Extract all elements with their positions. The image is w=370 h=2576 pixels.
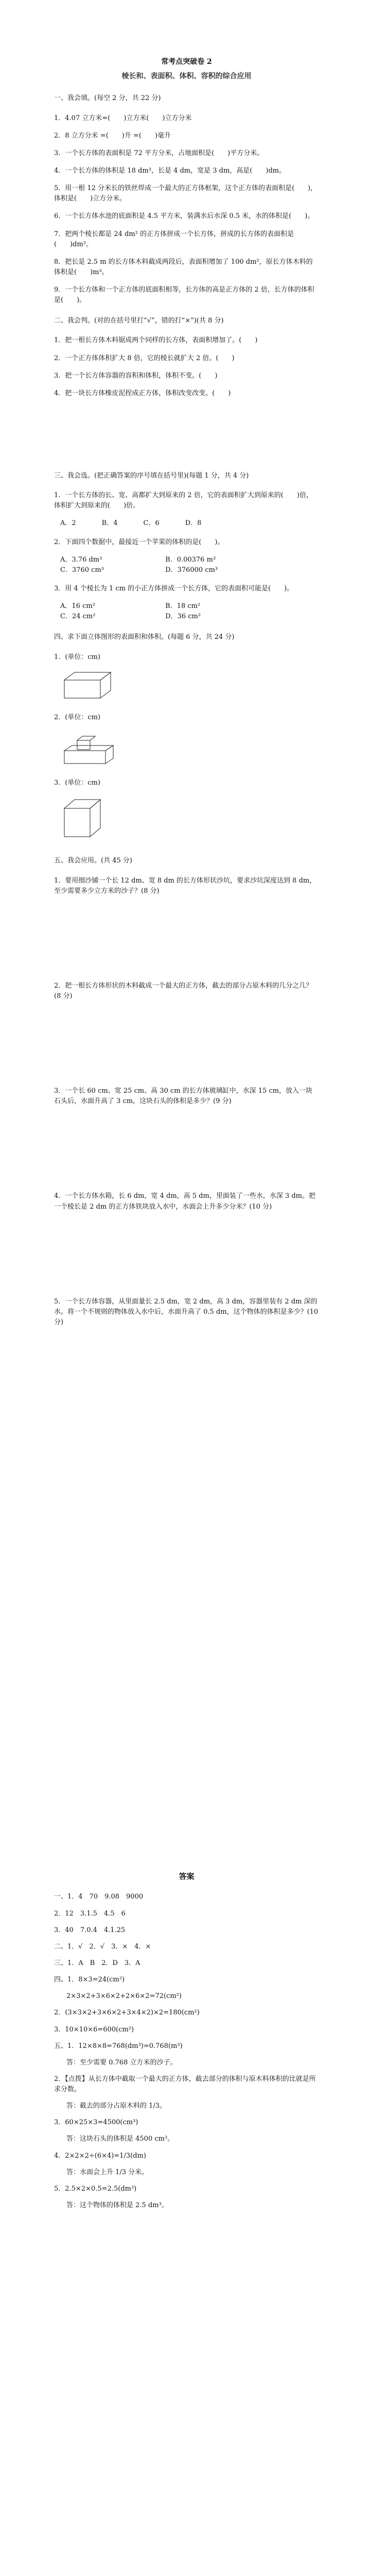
- option: D．376000 cm³: [165, 566, 218, 574]
- page-subtitle: 棱长和、表面积、体积、容积的综合应用: [121, 72, 252, 80]
- option: B．4: [101, 519, 118, 528]
- answer-line: 二、1．√ 2．√ 3．× 4．×: [54, 1942, 151, 1951]
- answer-line: 2×3×2+3×6×2+2×6×2=72(cm²): [66, 1992, 182, 2001]
- option: A．3.76 dm³: [60, 555, 102, 564]
- question-3-2-options: [60, 555, 319, 575]
- answer-line: 2．(3×3×2+3×6×2+3×4×2)×2=180(cm²): [54, 2009, 200, 2017]
- answer-line: 五、1．12×8×8=768(dm³)=0.768(m³): [54, 2042, 183, 2050]
- cuboid-figure: [59, 670, 121, 701]
- option: A．2: [60, 519, 76, 528]
- question-5-2: 2．把一根长方体形状的木料截成一个最大的正方体，截去的部分占原木料的几分之几？(8 分): [54, 981, 313, 1000]
- question-1-3: 3．一个长方体的表面积是 72 平方分米，占地面积是( )平方分米。: [54, 149, 264, 157]
- question-2-2: 2．一个正方体体积扩大 8 倍，它的棱长就扩大 2 倍。( ): [54, 354, 235, 362]
- question-1-2: 2．8 立方分米 =( )升 =( )毫升: [54, 131, 171, 140]
- option: C．6: [143, 519, 160, 528]
- answer-line: 答：这块石头的体积是 4500 cm³。: [66, 2135, 174, 2143]
- answer-line: 三、1．A B 2．D 3．A: [54, 1959, 140, 1967]
- answer-line: 2．【点拨】从长方体中截取一个最大的正方体，截去部分的体积与原木料体积的比就是所求分数。: [54, 2075, 316, 2094]
- figure-cube: [59, 795, 319, 845]
- answer-line: 答：这个物体的体积是 2.5 dm³。: [66, 2201, 168, 2210]
- option: C．3760 cm³: [60, 566, 104, 574]
- question-5-3: 3．一个长 60 cm、宽 25 cm、高 30 cm 的长方体玻璃缸中，水深 15 cm，放入一块石头后，水面升高了 3 cm，这块石头的体积是多少？(9 分): [54, 1087, 313, 1106]
- question-2-4: 4．把一块长方体橡皮泥捏成正方体，体积改变改变。( ): [54, 389, 231, 397]
- question-3-3-options: [60, 601, 319, 622]
- question-1-1: 1．4.07 立方米=( )立方米( )立方分米: [54, 114, 192, 122]
- question-3-2: 2．下面四个数据中，最接近一个苹果的体积的是( )。: [54, 538, 224, 546]
- question-4-2: 2．(单位：cm): [54, 713, 101, 721]
- section-5-heading: 五、我会应用。(共 45 分): [54, 857, 132, 865]
- option: A．16 cm²: [60, 602, 95, 611]
- question-5-1: 1．要用细沙铺一个长 12 dm、宽 8 dm 的长方体形状沙坑，要求沙坑深度达到 8 dm，至少需要多少立方米的沙子？(8 分): [54, 876, 316, 895]
- option: B．18 cm²: [165, 602, 201, 611]
- answer-line: 四、1．8×3=24(cm²): [54, 1976, 125, 1984]
- question-1-5: 5．用一根 12 分米长的铁丝焊成一个最大的正方体框架，这个正方体的表面积是( )，体积是( )立方分米。: [54, 184, 318, 203]
- section-2-heading: 二、我会判。(对的在括号里打“√”，错的打“×”)(共 8 分): [54, 317, 224, 325]
- section-4-heading: 四、求下面立体图形的表面积和体积。(每题 6 分，共 24 分): [54, 633, 235, 641]
- answer-section: [54, 1871, 319, 2211]
- answer-line: 4．2×2×2÷(6×4)=1/3(dm): [54, 2151, 146, 2160]
- page-title: 常考点突破卷 2: [161, 58, 212, 66]
- cube-figure: [59, 795, 105, 842]
- question-1-8: 8．把长是 2.5 m 的长方体木料截成两段后，表面积增加了 100 dm²，原长方体木料的体积是( )m³。: [54, 258, 313, 276]
- question-1-7: 7．把两个棱长都是 24 dm² 的正方体拼成一个长方体，拼成的长方体的表面积是( )dm²。: [54, 230, 294, 248]
- answer-line: 答：水面会上升 1/3 分米。: [66, 2168, 149, 2176]
- answer-line: 3．10×10×6=600(cm²): [54, 2025, 134, 2033]
- option: D．8: [185, 519, 202, 528]
- question-5-5: 5．一个长方体容器，从里面量长 2.5 dm，宽 2 dm，高 3 dm，容器里装有 2 dm 深的水。将一个不规则的物体放入水中后，水面升高了 0.5 dm，这个物体的体积是多少？(10 分): [54, 1297, 319, 1326]
- question-1-9: 9．一个长方体和一个正方体的底面积相等，长方体的高是正方体的 2 倍，长方体的体积是( )。: [54, 286, 314, 304]
- question-2-1: 1．把一根长方体木料锯成两个同样的长方体，表面积增加了。( ): [54, 336, 258, 345]
- question-4-3: 3．(单位：cm): [54, 779, 101, 787]
- answer-line: 答：截去的部分占原木料的 1/3。: [66, 2102, 167, 2110]
- question-3-3: 3．用 4 个棱长为 1 cm 的小正方体拼成一个长方体，它的表面积可能是( )。: [54, 585, 294, 593]
- answer-line: 5．2.5×2×0.5=2.5(dm³): [54, 2184, 137, 2193]
- answer-line: 3．60×25×3=4500(cm³): [54, 2119, 138, 2127]
- question-1-4: 4．一个长方体的体积是 18 dm³，长是 4 dm，宽是 3 dm，高是( )dm。: [54, 166, 286, 175]
- question-3-1: 1．一个长方体的长、宽、高都扩大到原来的 2 倍，它的表面积扩大到原来的( )倍，体积扩大到原来的( )倍。: [54, 492, 313, 510]
- answer-line: 2．12 3.1.5 4.5 6: [54, 1909, 126, 1918]
- option: B．0.00376 m³: [165, 555, 216, 564]
- answer-line: 答：至少需要 0.768 立方米的沙子。: [66, 2058, 177, 2066]
- answer-title: 答案: [179, 1872, 195, 1882]
- question-5-4: 4．一个长方体水箱，长 6 dm，宽 4 dm，高 5 dm，里面装了一些水，水深 3 dm。把一个棱长是 2 dm 的正方体铁块放入水中，水面会上升多少分米？(10 分): [54, 1192, 316, 1211]
- question-1-6: 6．一个长方体水池的底面积是 4.5 平方米，装满水后水深 0.5 米，水的体积是( )。: [54, 212, 314, 221]
- option: C．24 cm²: [60, 613, 96, 621]
- question-4-1: 1．(单位：cm): [54, 653, 101, 661]
- section-1-heading: 一、我会填。(每空 2 分，共 22 分): [54, 94, 161, 103]
- figure-composite: [59, 730, 319, 770]
- option: D．36 cm²: [165, 613, 201, 621]
- question-2-3: 3．把一个长方体容器的容积和体积，体积不变。( ): [54, 371, 218, 380]
- figure-cuboid: [59, 670, 319, 704]
- exam-content: [54, 57, 319, 2217]
- composite-figure: [59, 730, 121, 766]
- section-3-heading: 三、我会选。(把正确答案的序号填在括号里)(每题 1 分，共 4 分): [54, 472, 249, 480]
- question-3-1-options: [60, 518, 319, 529]
- answer-line: 3．40 7.0.4 4.1.25: [54, 1926, 126, 1934]
- answer-line: 一、1．4 70 9.08 9000: [54, 1893, 144, 1901]
